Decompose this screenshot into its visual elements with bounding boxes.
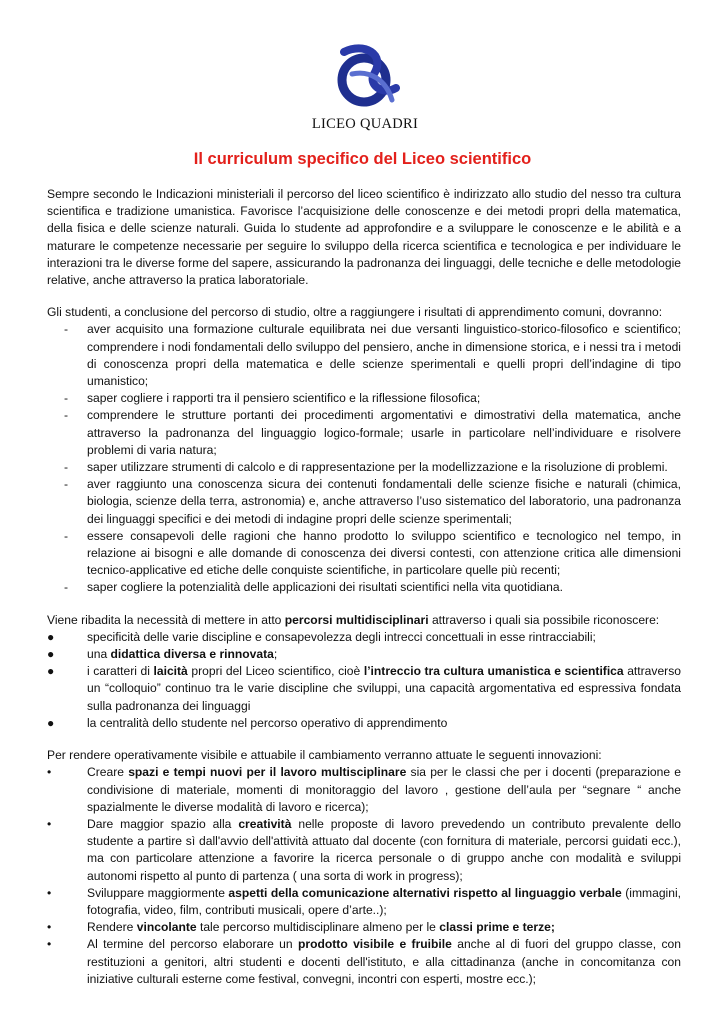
list-item: - aver acquisito una formazione culturale equilibrata nei due versanti linguistico-storico-filosofico e scientifico; comprendere i nodi fondamentali dello sviluppo del pensiero, anche in dimensione storica, e i nessi tra i metodi di conoscenza propri della matematica e delle scienze sperimentali e quelli propri dell’indagine di tipo umanistico; — [64, 322, 681, 389]
list-item: ● specificità delle varie discipline e consapevolezza degli intrecci concettuali in esse rintracciabili; — [47, 629, 596, 644]
innovations-lead: Per rendere operativamente visibile e attuabile il cambiamento verranno attuate le seguenti innovazioni: — [47, 748, 602, 763]
list-item: • Rendere vincolante tale percorso multidisciplinare almeno per le classi prime e terze; — [47, 920, 555, 935]
page-title: Il curriculum specifico del Liceo scientifico — [193, 150, 532, 168]
list-item: - saper utilizzare strumenti di calcolo e di rappresentazione per la modellizzazione e la risoluzione di problemi. — [64, 460, 668, 475]
intro-paragraph: Sempre secondo le Indicazioni ministeriali il percorso del liceo scientifico è indirizzato allo studio del nesso tra cultura scientifica e tradizione umanistica. Favorisce l’acquisizione delle conoscenze e dei metodi propri della matematica, della fisica e delle scienze naturali. Guida lo studente ad approfondire e a sviluppare le conoscenze e le abilità e a maturare le competenze necessarie per seguire lo sviluppo della ricerca scientifica e tecnologica e per individuare le interazioni tra le diverse forme del sapere, assicurando la padronanza dei linguaggi, delle tecniche e delle metodologie relative, anche attraverso la pratica laboratoriale. — [47, 187, 681, 288]
innovations-list — [47, 764, 681, 988]
list-item: - aver raggiunto una conoscenza sicura dei contenuti fondamentali delle scienze fisiche e naturali (chimica, biologia, scienze della terra, astronomia) e, anche attraverso l’uso sistematico del laboratorio, una padronanza dei linguaggi specifici e dei metodi di indagine propri delle scienze sperimentali; — [64, 477, 681, 526]
list-item: • Al termine del percorso elaborare un prodotto visibile e fruibile anche al di fuori del gruppo classe, con restituzioni a genitori, altri studenti e docenti dell'istituto, e alla cittadinanza (anche in concomitanza con iniziative culturali esterne come festival, convegni, incontri con esperti, mostre ecc.); — [47, 937, 682, 986]
list-item: - comprendere le strutture portanti dei procedimenti argomentativi e dimostrativi della matematica, anche attraverso la padronanza del linguaggio logico-formale; usarle in particolare nell’individuare e risolvere problemi di varia natura; — [64, 408, 681, 457]
list-item: ● una didattica diversa e rinnovata; — [47, 647, 278, 662]
school-logo — [300, 40, 430, 136]
list-item: • Creare spazi e tempi nuovi per il lavoro multisciplinare sia per le classi che per i docenti (preparazione e condivisione di materiale, momenti di monitoraggio del lavoro , gestione dell’aula per “segnare “ anche spazialmente le diverse modalità di lavoro e ricerca); — [47, 765, 681, 814]
list-item: ● i caratteri di laicità propri del Liceo scientifico, cioè l’intreccio tra cultura umanistica e scientifica attraverso un “colloquio” continuo tra le varie discipline che sviluppi, una capacità argomentativa ed espressiva fondata sulla padronanza dei linguaggi — [47, 664, 681, 713]
list-item: • Dare maggior spazio alla creatività nelle proposte di lavoro prevedendo un contributo prevalente dello studente a partire sì dall'avvio dell'attività attuato dal docente (con fornitura di materiale, percorsi guidati ecc.), ma con particolare attenzione a favorire la ricerca personale o di gruppo anche con modalità e sviluppi autonomi rispetto al punto di partenza ( una sorta di work in progress); — [47, 816, 681, 883]
list-item: - essere consapevoli delle ragioni che hanno prodotto lo sviluppo scientifico e tecnologico nel tempo, in relazione ai bisogni e alle domande di conoscenza dei diversi contesti, con attenzione critica alle dimensioni tecnico-applicative ed etiche delle conquiste scientifiche, in particolare quelle più recenti; — [64, 528, 681, 578]
list-item: - saper cogliere la potenzialità delle applicazioni dei risultati scientifici nella vita quotidiana. — [64, 580, 563, 595]
document-body — [47, 186, 681, 988]
list-item: • Sviluppare maggiormente aspetti della comunicazione alternativi rispetto al linguaggio verbale (immagini, fotografia, video, film, contributi musicali, opere d’arte..); — [47, 885, 682, 917]
list-item: ● la centralità dello studente nel percorso operativo di apprendimento — [47, 715, 448, 730]
logo-text: LICEO QUADRI — [311, 116, 419, 132]
liceo-quadri-logo-icon — [330, 40, 402, 112]
outcomes-list — [47, 321, 681, 596]
multidisciplinary-lead: Viene ribadita la necessità di mettere in atto percorsi multidisciplinari attraverso i quali sia possibile riconoscere: — [47, 612, 660, 627]
list-item: - saper cogliere i rapporti tra il pensiero scientifico e la riflessione filosofica; — [64, 391, 481, 406]
multidisciplinary-list — [47, 629, 681, 732]
outcomes-lead: Gli studenti, a conclusione del percorso di studio, oltre a raggiungere i risultati di apprendimento comuni, dovranno: — [47, 305, 663, 320]
